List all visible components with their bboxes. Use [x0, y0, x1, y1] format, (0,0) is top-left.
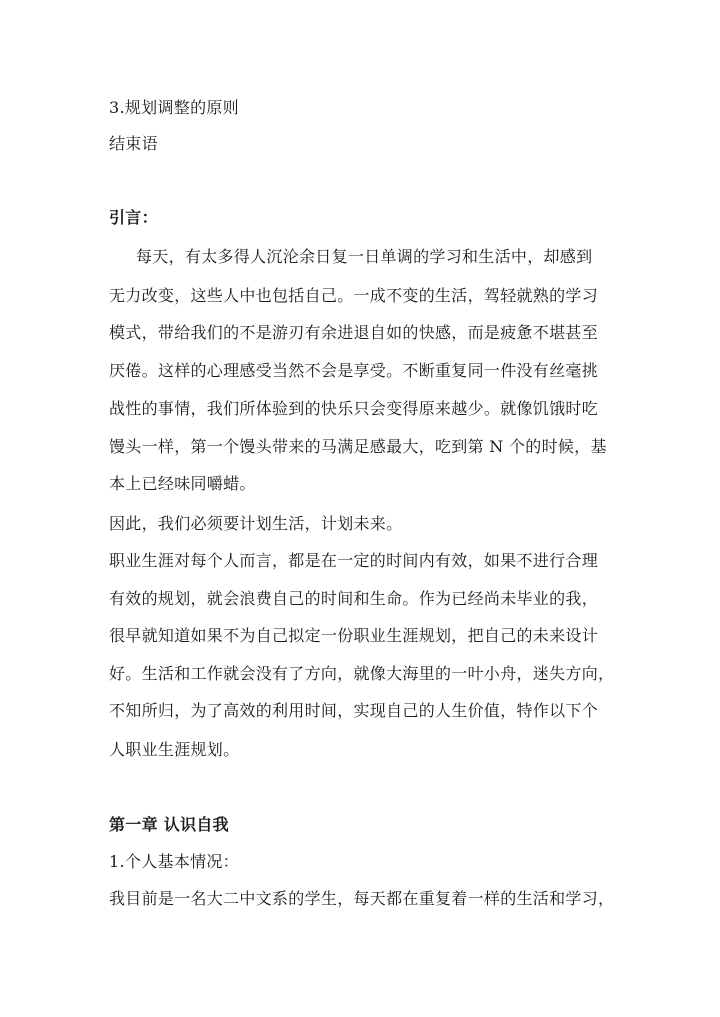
intro-para1-line: 馒头一样，第一个馒头带来的马满足感最大，吃到第 N 个的时候，基 [109, 437, 607, 456]
intro-para3-line: 好。生活和工作就会没有了方向，就像大海里的一叶小舟，迷失方向， [109, 664, 615, 683]
intro-para1-line: 无力改变，这些人中也包括自己。一成不变的生活，驾轻就熟的学习 [109, 286, 599, 305]
toc-item-conclusion: 结束语 [109, 134, 158, 153]
intro-para1-line: 战性的事情，我们所体验到的快乐只会变得原来越少。就像饥饿时吃 [109, 399, 599, 418]
intro-para1-line: 每天，有太多得人沉沦余日复一日单调的学习和生活中，却感到 [136, 247, 593, 266]
intro-para2: 因此，我们必须要计划生活，计划未来。 [109, 514, 403, 533]
intro-para3-line: 职业生涯对每个人而言，都是在一定的时间内有效，如果不进行合理 [109, 551, 599, 570]
chapter1-section1: 1.个人基本情况： [109, 852, 239, 871]
chapter1-heading: 第一章 认识自我 [109, 815, 229, 834]
toc-item-3: 3.规划调整的原则 [109, 98, 239, 117]
intro-para1-line: 本上已经味同嚼蜡。 [109, 474, 256, 493]
intro-heading: 引言： [109, 208, 158, 227]
intro-para3-line: 很早就知道如果不为自己拟定一份职业生涯规划，把自己的未来设计 [109, 626, 599, 645]
intro-para1-line: 模式，带给我们的不是游刃有余进退自如的快感，而是疲惫不堪甚至 [109, 323, 599, 342]
intro-para3-line: 不知所归，为了高效的利用时间，实现自己的人生价值，特作以下个 [109, 701, 599, 720]
chapter1-body-line: 我目前是一名大二中文系的学生，每天都在重复着一样的生活和学习， [109, 889, 615, 908]
intro-para3-line: 有效的规划，就会浪费自己的时间和生命。作为已经尚未毕业的我， [109, 589, 599, 608]
intro-para1-line: 厌倦。这样的心理感受当然不会是享受。不断重复同一件没有丝毫挑 [109, 361, 599, 380]
intro-para3-line: 人职业生涯规划。 [109, 740, 240, 759]
